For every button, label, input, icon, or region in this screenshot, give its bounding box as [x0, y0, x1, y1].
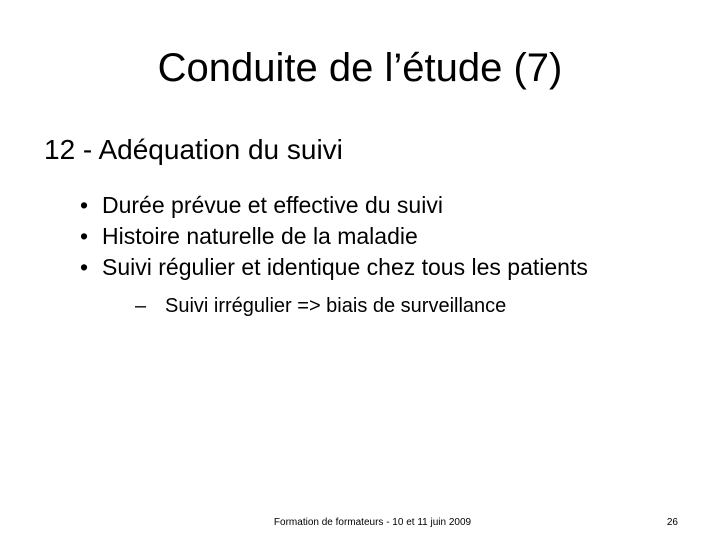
section-heading: 12 - Adéquation du suivi	[44, 134, 343, 165]
footer-text: Formation de formateurs - 10 et 11 juin 2009	[273, 517, 472, 528]
sub-bullet-item	[135, 293, 620, 319]
bullet-item	[80, 252, 620, 319]
bullet-text: Suivi régulier et identique chez tous les patients	[102, 254, 588, 280]
bullet-text: Durée prévue et effective du suivi	[102, 192, 443, 218]
sub-bullet-marker: –	[135, 295, 147, 317]
bullet-marker: •	[80, 192, 89, 218]
sub-bullet-text: Suivi irrégulier => biais de surveillance	[165, 295, 507, 317]
bullet-marker: •	[80, 254, 89, 280]
bullet-list	[80, 190, 620, 319]
slide-title: Conduite de l’étude (7)	[157, 46, 563, 90]
bullet-item	[80, 190, 620, 221]
sub-bullet-list	[102, 293, 620, 319]
bullet-item	[80, 221, 620, 252]
page-number: 26	[666, 517, 678, 528]
bullet-marker: •	[80, 223, 89, 249]
bullet-text: Histoire naturelle de la maladie	[102, 223, 418, 249]
